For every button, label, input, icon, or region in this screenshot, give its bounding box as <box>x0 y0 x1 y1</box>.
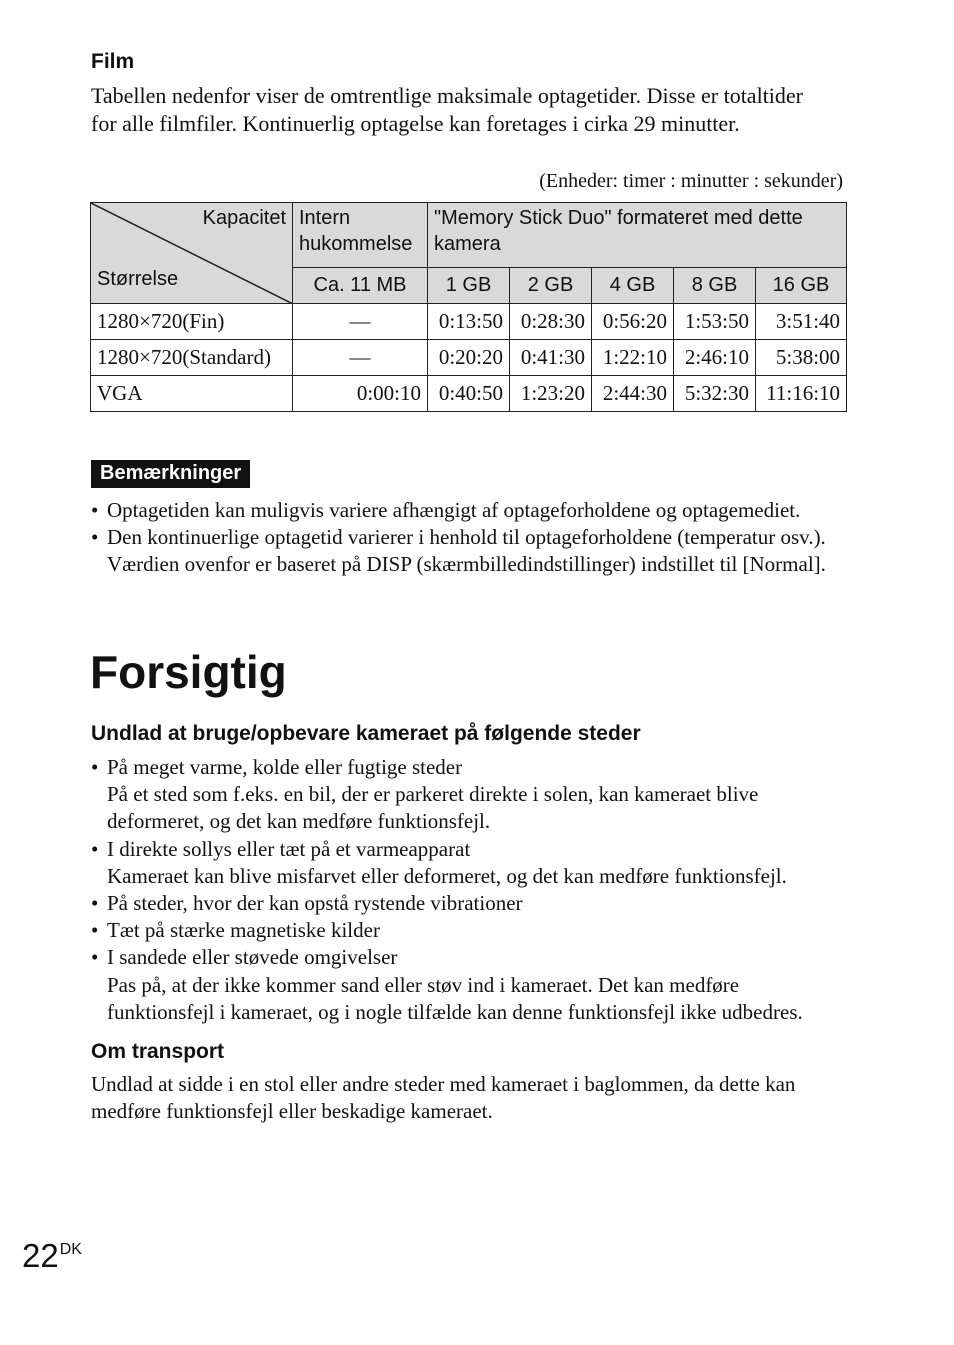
time-cell: 1:23:20 <box>510 376 592 412</box>
places-list <box>91 754 851 1026</box>
place-detail: På et sted som f.eks. en bil, der er parkeret direkte i solen, kan kameraet blive deformeret, og det kan medføre funktionsfejl. <box>107 782 759 834</box>
corner-capacity-label: Kapacitet <box>202 207 286 229</box>
list-item <box>91 890 851 917</box>
units-note: (Enheder: timer : minutter : sekunder) <box>539 170 843 192</box>
list-item: • Den kontinuerlige optagetid varierer i henhold til optageforholdene (temperatur osv.). Værdien ovenfor er baseret på DISP (skærmbilledindstillinger) indstillet til [Normal]. <box>91 524 851 578</box>
notes-badge: Bemærkninger <box>91 460 250 488</box>
time-cell: 0:40:50 <box>428 376 510 412</box>
capacity-header-cell: 8 GB <box>674 268 756 304</box>
page-language-suffix: DK <box>59 1241 82 1258</box>
time-cell: 3:51:40 <box>756 304 847 340</box>
internal-time-cell: — <box>293 340 428 376</box>
place-title: • På meget varme, kolde eller fugtige steder <box>107 755 463 779</box>
time-cell: 2:44:30 <box>592 376 674 412</box>
time-cell: 1:22:10 <box>592 340 674 376</box>
internal-time-cell: — <box>293 304 428 340</box>
table-row <box>91 304 847 340</box>
capacity-header-cell: 16 GB <box>756 268 847 304</box>
time-cell: 11:16:10 <box>756 376 847 412</box>
time-cell: 5:38:00 <box>756 340 847 376</box>
memory-stick-header: "Memory Stick Duo" formateret med dette kamera <box>428 203 847 268</box>
time-cell: 0:13:50 <box>428 304 510 340</box>
internal-capacity-cell: Ca. 11 MB <box>293 268 428 304</box>
table-row <box>91 340 847 376</box>
list-item <box>91 917 851 944</box>
size-cell: VGA <box>91 376 293 412</box>
capacity-header-cell: 1 GB <box>428 268 510 304</box>
size-cell: 1280×720(Fin) <box>91 304 293 340</box>
size-cell: 1280×720(Standard) <box>91 340 293 376</box>
corner-size-label: Størrelse <box>97 268 179 290</box>
transport-paragraph: Undlad at sidde i en stol eller andre steder med kameraet i baglommen, da dette kan medføre funktionsfejl eller beskadige kameraet. <box>91 1072 796 1123</box>
table-row <box>91 376 847 412</box>
time-cell: 2:46:10 <box>674 340 756 376</box>
internal-time-cell: 0:00:10 <box>293 376 428 412</box>
page-number-value: 22 <box>22 1237 59 1274</box>
time-cell: 0:28:30 <box>510 304 592 340</box>
place-title: • I direkte sollys eller tæt på et varmeapparat <box>107 836 471 861</box>
capacity-header-cell: 2 GB <box>510 268 592 304</box>
time-cell: 5:32:30 <box>674 376 756 412</box>
place-detail: Pas på, at der ikke kommer sand eller støv ind i kameraet. Det kan medføre funktionsfejl i kameraet, og i nogle tilfælde kan denne funktionsfejl ikke udbedres. <box>107 972 803 1024</box>
transport-heading: Om transport <box>91 1040 225 1063</box>
place-detail: Kameraet kan blive misfarvet eller deformeret, og det kan medføre funktionsfejl. <box>107 863 787 888</box>
place-title: • Tæt på stærke magnetiske kilder <box>107 918 380 943</box>
places-heading: Undlad at bruge/opbevare kameraet på følgende steder <box>91 722 641 745</box>
list-item <box>91 754 851 836</box>
list-item: • Optagetiden kan muligvis variere afhængigt af optageforholdene og optagemediet. <box>91 497 851 524</box>
list-item <box>91 836 851 890</box>
list-item <box>91 944 851 1026</box>
notes-list <box>91 497 851 578</box>
film-heading: Film <box>91 50 135 73</box>
place-title: • I sandede eller støvede omgivelser <box>107 945 398 970</box>
time-cell: 0:56:20 <box>592 304 674 340</box>
page-number <box>22 1237 82 1275</box>
time-cell: 0:20:20 <box>428 340 510 376</box>
film-paragraph: Tabellen nedenfor viser de omtrentlige maksimale optagetider. Disse er totaltider for alle filmfiler. Kontinuerlig optagelse kan foretages i cirka 29 minutter. <box>91 83 803 136</box>
recording-time-table <box>90 202 847 412</box>
place-title: • På steder, hvor der kan opstå rystende vibrationer <box>107 891 523 916</box>
internal-memory-header: Intern hukommelse <box>293 203 428 268</box>
caution-title: Forsigtig <box>90 646 287 698</box>
time-cell: 0:41:30 <box>510 340 592 376</box>
capacity-header-cell: 4 GB <box>592 268 674 304</box>
time-cell: 1:53:50 <box>674 304 756 340</box>
corner-header-cell <box>91 203 293 304</box>
